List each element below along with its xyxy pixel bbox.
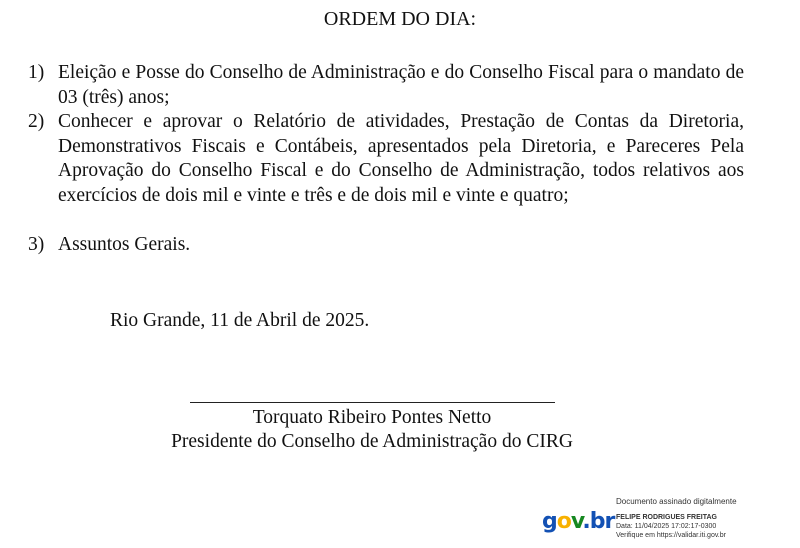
agenda-item-text: Assuntos Gerais. [58, 234, 191, 255]
agenda-item-text: Eleição e Posse do Conselho de Administração e do Conselho Fiscal para o mandato de 03 (três) anos; [58, 62, 744, 108]
place-and-date: Rio Grande, 11 de Abril de 2025. [110, 310, 370, 331]
signer-role: Presidente do Conselho de Administração do CIRG [171, 431, 573, 452]
stamp-signer: FELIPE RODRIGUES FREITAG [616, 514, 717, 521]
stamp-date: Data: 11/04/2025 17:02:17-0300 [616, 523, 717, 530]
agenda-item-text: Conhecer e aprovar o Relatório de atividades, Prestação de Contas da Diretoria, Demonstrativos Fiscais e Contábeis, apresentados pela Diretoria, e Pareceres Pela Aprovação do Conselho Fiscal e do Conselho de Administração, todos relativos aos exercícios de dois mil e vinte e três e de dois mil e vinte e quatro; [58, 111, 744, 206]
agenda-item [28, 110, 744, 208]
agenda-heading: ORDEM DO DIA: [323, 8, 477, 30]
stamp-info [616, 496, 786, 540]
stamp-title: Documento assinado digitalmente [616, 497, 737, 506]
govbr-logo: gov.br [542, 509, 615, 534]
agenda-item [28, 61, 744, 110]
agenda-item-number: 1) [28, 62, 45, 83]
agenda-item-number: 3) [28, 234, 45, 255]
signature-line [190, 402, 555, 403]
signer-name: Torquato Ribeiro Pontes Netto [252, 407, 492, 428]
digital-signature-stamp [540, 492, 780, 548]
agenda-item [28, 233, 744, 258]
stamp-verify-link[interactable]: Verifique em https://validar.iti.gov.br [616, 532, 726, 539]
agenda-item-number: 2) [28, 111, 45, 132]
